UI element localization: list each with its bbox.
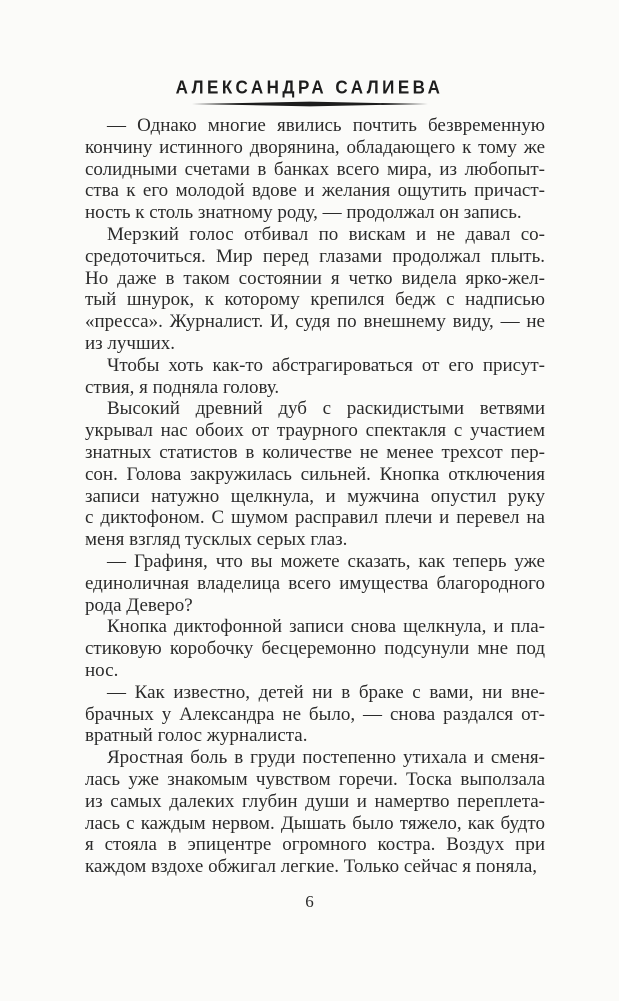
text-line: меня взгляд тусклых серых глаз. — [85, 529, 348, 551]
text-line: Мерзкий голос отбивал по вискам и не давал со- — [107, 223, 545, 245]
text-line: вратный голос журналиста. — [85, 725, 308, 747]
running-header — [0, 78, 619, 107]
text-line: Кнопка диктофонной записи снова щелкнула, и пла- — [107, 616, 545, 638]
paragraph — [85, 551, 545, 616]
text-line: сон. Голова закружилась сильней. Кнопка отключения — [85, 463, 545, 485]
text-line: тый шнурок, к которому крепился бедж с надписью — [85, 289, 545, 311]
text-line: лась с каждым нервом. Дышать было тяжело, как будто — [85, 812, 545, 834]
text-line: укрывал нас обоих от траурного спектакля с участием — [85, 420, 545, 442]
paragraph — [85, 398, 545, 551]
text-line: знатных статистов в количестве не менее трехсот пер- — [85, 441, 545, 463]
text-line: Чтобы хоть как-то абстрагироваться от его присут- — [107, 354, 545, 376]
tapered-rule-ornament — [192, 101, 428, 107]
text-line: ства к его молодой вдове и желания ощутить причаст- — [85, 180, 545, 202]
text-line: ность к столь знатному роду, — продолжал он запись. — [85, 202, 522, 224]
text-line: каждом вздохе обжигал легкие. Только сейчас я поняла, — [85, 856, 538, 878]
text-line: солидными счетами в банках всего мира, из любопыт- — [85, 158, 545, 180]
text-line: с диктофоном. С шумом расправил плечи и перевел на — [85, 507, 545, 529]
page-number: 6 — [305, 892, 314, 911]
text-line: средоточиться. Мир перед глазами продолжал плыть. — [85, 245, 545, 267]
text-line: стиковую коробочку бесцеремонно подсунули мне под — [85, 638, 545, 660]
text-line: брачных у Александра не было, — снова раздался от- — [85, 703, 545, 725]
text-line: я стояла в эпицентре огромного костра. Воздух при — [85, 834, 545, 856]
text-line: из самых далеких глубин души и намертво переплета- — [85, 790, 545, 812]
text-line: Яростная боль в груди постепенно утихала и сменя- — [107, 747, 545, 769]
text-line: «пресса». Журналист. И, судя по внешнему виду, — не — [85, 311, 545, 333]
text-line: рода Деверо? — [85, 594, 193, 616]
text-line: кончину истинного дворянина, обладающего к тому же — [85, 136, 545, 158]
text-line: из лучших. — [85, 332, 176, 354]
paragraph — [85, 616, 545, 681]
text-line: ствия, я подняла голову. — [85, 376, 280, 398]
text-line: лась уже знакомым чувством горечи. Тоска выползала — [85, 768, 545, 790]
text-line: записи натужно щелкнула, и мужчина опустил руку — [85, 485, 545, 507]
text-line: Но даже в таком состоянии я четко видела ярко-жел- — [85, 267, 545, 289]
author-name: АЛЕКСАНДРА САЛИЕВА — [175, 77, 444, 98]
paragraph — [85, 355, 545, 399]
text-line: единоличная владелица всего имущества благородного — [85, 572, 545, 594]
text-line: нос. — [85, 659, 119, 681]
text-line: — Графиня, что вы можете сказать, как теперь уже — [107, 550, 545, 572]
text-line: Высокий древний дуб с раскидистыми ветвями — [107, 398, 545, 420]
body-text — [85, 115, 545, 878]
paragraph — [85, 747, 545, 878]
paragraph — [85, 115, 545, 224]
paragraph — [85, 682, 545, 747]
text-line: — Однако многие явились почтить безвременную — [107, 115, 545, 136]
paragraph — [85, 224, 545, 355]
text-line: — Как известно, детей ни в браке с вами, ни вне- — [107, 681, 545, 703]
